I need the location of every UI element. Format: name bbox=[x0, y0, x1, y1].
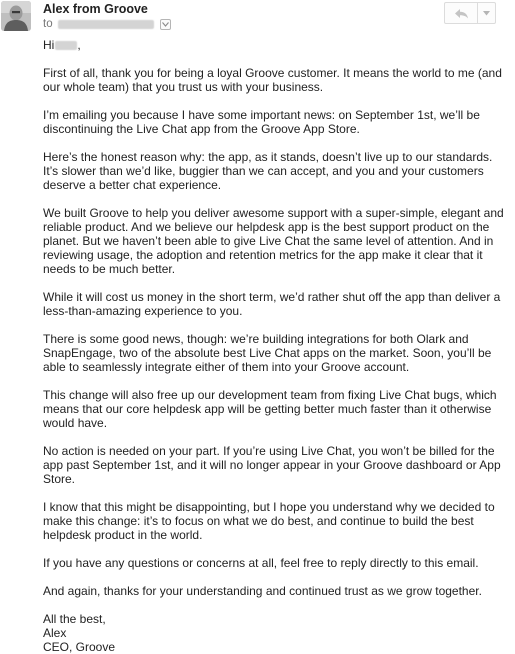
reply-arrow-icon bbox=[454, 8, 469, 19]
greeting bbox=[43, 38, 509, 52]
to-label: to bbox=[43, 18, 53, 30]
paragraph-thanks: First of all, thank you for being a loyal Groove customer. It means the world to me (and our whole team) that you trust us with your business. bbox=[43, 66, 502, 94]
greeting-suffix: , bbox=[77, 38, 81, 52]
email-header bbox=[0, 0, 515, 36]
chevron-down-icon bbox=[483, 11, 490, 16]
paragraph-disappointing: I know that this might be disappointing, but I hope you understand why we decided to make this change: it’s to focus on what we do best, and continue to build the best helpdesk product in the world. bbox=[43, 500, 495, 542]
greeting-prefix: Hi bbox=[43, 38, 55, 52]
paragraph-news: I’m emailing you because I have some important news: on September 1st, we’ll be discontinuing the Live Chat app from the Groove App Store. bbox=[43, 108, 480, 136]
paragraph-reason: Here’s the honest reason why: the app, as it stands, doesn’t live up to our standards. It’s slower than we’d like, buggier than we can accept, and you and your customers deserve a better chat experience. bbox=[43, 150, 493, 192]
sender-avatar[interactable] bbox=[1, 1, 31, 31]
signature-name: Alex bbox=[43, 626, 67, 640]
reply-button[interactable] bbox=[445, 3, 478, 23]
message-actions bbox=[444, 2, 496, 24]
paragraph-thanks-again: And again, thanks for your understanding and continued trust as we grow together. bbox=[43, 584, 482, 598]
paragraph-integrations: There is some good news, though: we’re building integrations for both Olark and SnapEngage, two of the absolute best Live Chat apps on the market. Soon, you’ll be able to seamlessly integrate either of them into your Groove account. bbox=[43, 332, 492, 374]
recipient-address-redacted bbox=[58, 20, 154, 29]
greeting-name-redacted bbox=[55, 41, 77, 50]
signature bbox=[43, 612, 509, 654]
more-options-button[interactable] bbox=[478, 3, 495, 23]
paragraph-cost: While it will cost us money in the short term, we’d rather shut off the app than deliver a less-than-amazing experience to you. bbox=[43, 290, 501, 318]
signature-title: CEO, Groove bbox=[43, 640, 116, 654]
recipient-line bbox=[43, 18, 171, 30]
paragraph-dev-team: This change will also free up our development team from fixing Live Chat bugs, which means that our core helpdesk app will be getting better much faster than it otherwise would have. bbox=[43, 388, 497, 430]
signature-closing: All the best, bbox=[43, 612, 106, 626]
email-body bbox=[43, 38, 509, 654]
recipient-details-toggle[interactable] bbox=[160, 19, 171, 30]
paragraph-questions: If you have any questions or concerns at all, feel free to reply directly to this email. bbox=[43, 556, 479, 570]
paragraph-no-action: No action is needed on your part. If you’re using Live Chat, you won’t be billed for the app past September 1st, and it will no longer appear in your Groove dashboard or App Store. bbox=[43, 444, 501, 486]
sender-name[interactable]: Alex from Groove bbox=[43, 2, 148, 16]
paragraph-mission: We built Groove to help you deliver awesome support with a super-simple, elegant and reliable product. And we believe our helpdesk app is the best support product on the planet. But we haven’t been able to give Live Chat the same level of attention. And in reviewing usage, the adoption and retention metrics for the app make it clear that it needs to be much better. bbox=[43, 206, 504, 276]
chevron-down-icon bbox=[162, 22, 169, 27]
